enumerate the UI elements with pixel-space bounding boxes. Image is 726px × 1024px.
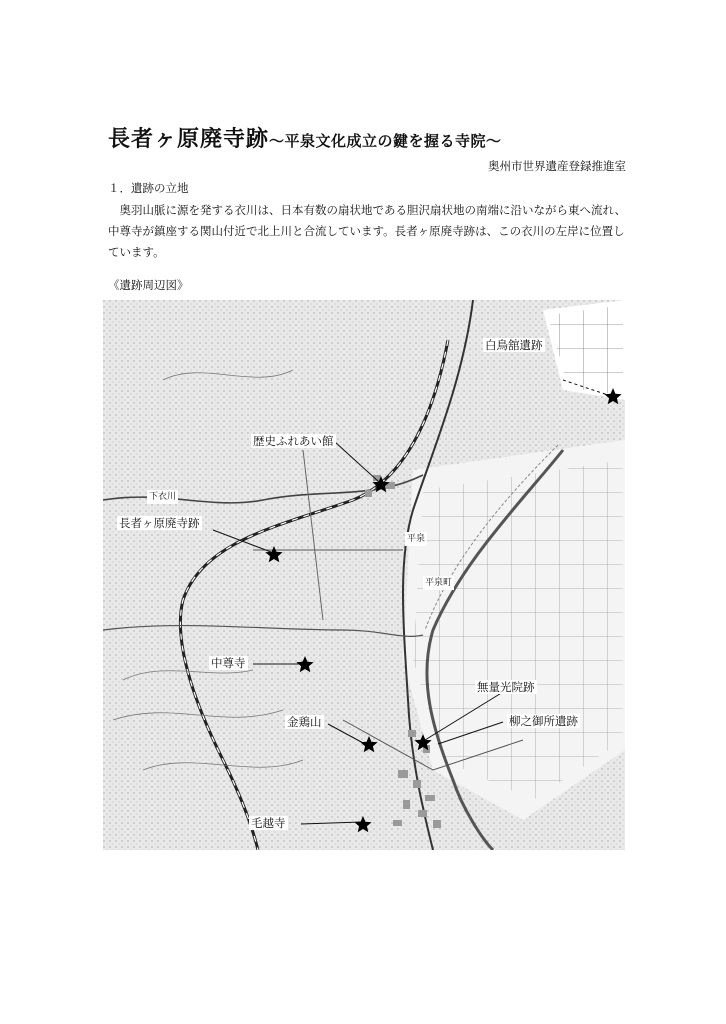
page-title: [108, 122, 628, 153]
map-caption: 《遺跡周辺図》: [108, 278, 189, 292]
field-grid: [413, 460, 623, 800]
label-kinkeisan: 金鶏山: [287, 715, 322, 729]
label-chojagahara: 長者ヶ原廃寺跡: [119, 516, 200, 530]
label-yanaginogosho: 柳之御所遺跡: [509, 714, 578, 728]
organization-name: 奥州市世界遺産登録推進室: [488, 159, 626, 173]
label-motsuji: 毛越寺: [251, 816, 286, 830]
section-heading: １．遺跡の立地: [108, 181, 189, 195]
label-muryokoin: 無量光院跡: [477, 680, 535, 694]
place-hiraizumi-town: 平泉町: [425, 578, 453, 588]
map-drawing: [103, 300, 625, 850]
site-area-map: [103, 300, 625, 850]
label-rekishi-fureaikan: 歴史ふれあい館: [253, 434, 334, 448]
place-hiraizumi-station: 平泉: [407, 534, 426, 544]
label-chusonji: 中尊寺: [211, 656, 246, 670]
title-subtitle: ～平泉文化成立の鍵を握る寺院～: [269, 132, 502, 150]
body-paragraph: 奥羽山脈に源を発する衣川は、日本有数の扇状地である胆沢扇状地の南端に沿いながら東へ流れ、中尊寺が鎮座する関山付近で北上川と合流しています。長者ヶ原廃寺跡は、この衣川の左岸に位置しています。: [108, 203, 627, 259]
label-shiratorikan: 白鳥舘遺跡: [485, 338, 543, 352]
place-koromogawa: 下衣川: [149, 492, 177, 502]
title-main: 長者ヶ原廃寺跡: [108, 126, 270, 152]
